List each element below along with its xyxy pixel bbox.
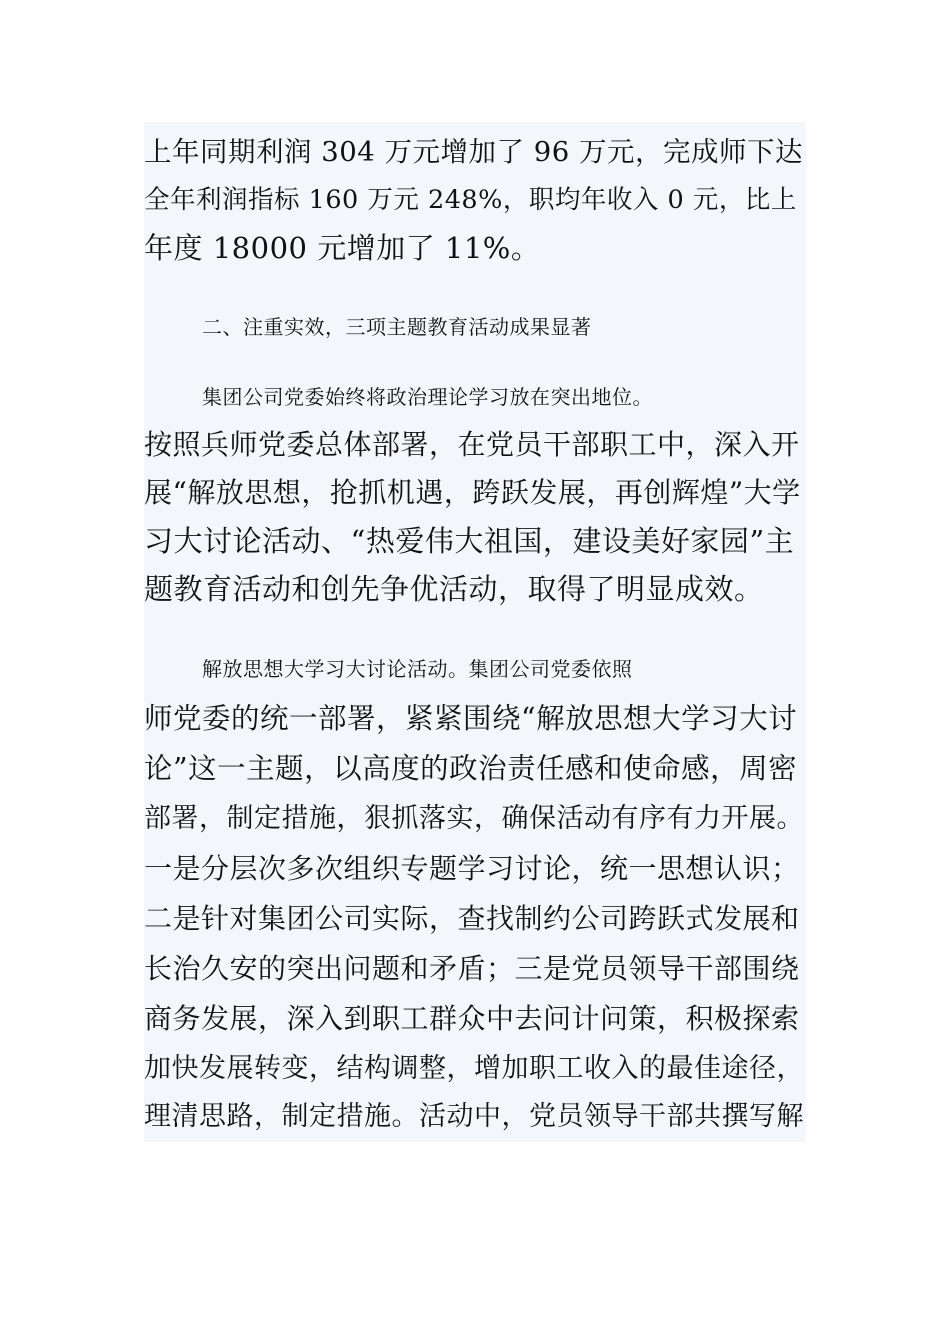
text-line: 长治久安的突出问题和矛盾；三是党员领导干部围绕 [144,952,800,985]
text-line: 理清思路，制定措施。活动中，党员领导干部共撰写解 [144,1101,804,1132]
text-line: 加快发展转变，结构调整，增加职工收入的最佳途径， [144,1053,804,1084]
paragraph-first-line: 解放思想大学习大讨论活动。集团公司党委依照 [202,657,633,681]
text-line: 上年同期利润 304 万元增加了 96 万元，完成师下达 [144,136,803,168]
text-line: 部署，制定措施，狠抓落实，确保活动有序有力开展。 [144,803,804,834]
document-text-block [144,122,806,1142]
text-line: 展“解放思想，抢抓机遇，跨跃发展，再创辉煌”大学 [144,476,801,509]
text-line: 二是针对集团公司实际，查找制约公司跨跃式发展和 [144,902,800,935]
paragraph-first-line: 集团公司党委始终将政治理论学习放在突出地位。 [202,385,653,409]
text-line: 按照兵师党委总体部署，在党员干部职工中，深入开 [144,428,800,461]
text-line: 论”这一主题，以高度的政治责任感和使命感，周密 [144,752,798,785]
text-line: 商务发展，深入到职工群众中去问计问策，积极探索 [144,1002,800,1035]
section-heading: 二、注重实效，三项主题教育活动成果显著 [202,315,592,339]
text-line: 年度 18000 元增加了 11%。 [144,231,541,265]
text-line: 师党委的统一部署，紧紧围绕“解放思想大学习大讨 [144,702,798,735]
text-line: 全年利润指标 160 万元 248%，职均年收入 0 元，比上 [144,185,797,215]
text-line: 一是分层次多次组织专题学习讨论，统一思想认识； [144,852,800,885]
text-line: 习大讨论活动、“热爱伟大祖国，建设美好家园”主 [144,524,795,558]
text-line: 题教育活动和创先争优活动，取得了明显成效。 [144,572,764,606]
